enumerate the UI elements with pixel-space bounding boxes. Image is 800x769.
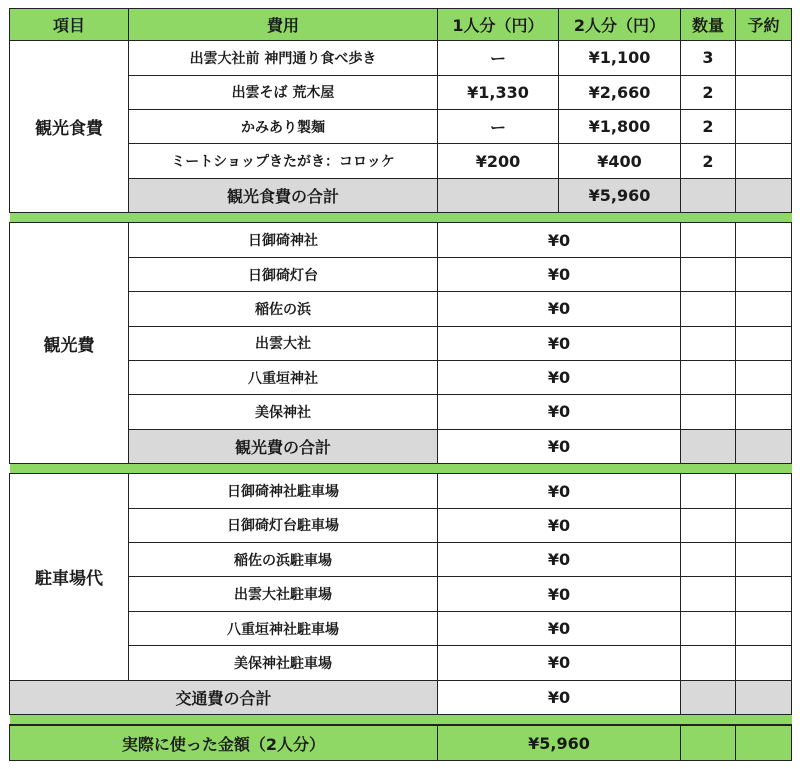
item-value: ¥0	[438, 577, 681, 611]
grand-total-label: 実際に使った金額（2人分）	[10, 725, 438, 760]
qty-cell	[681, 257, 736, 291]
reservation-cell	[736, 144, 792, 178]
item-value: ¥0	[438, 611, 681, 645]
subtotal-value: ¥0	[438, 429, 681, 463]
item-qty: 2	[681, 75, 736, 109]
subtotal-empty	[681, 429, 736, 463]
subtotal-empty	[438, 178, 559, 212]
qty-cell	[681, 223, 736, 257]
table-row	[10, 474, 792, 508]
item-value: ¥0	[438, 474, 681, 508]
item-name: 日御碕灯台駐車場	[129, 508, 438, 542]
category-parking: 駐車場代	[10, 474, 129, 680]
header-reservation: 予約	[736, 9, 792, 41]
item-per2: ¥2,660	[559, 75, 681, 109]
subtotal-label: 観光費の合計	[129, 429, 438, 463]
subtotal-label: 観光食費の合計	[129, 178, 438, 212]
qty-cell	[681, 646, 736, 680]
subtotal-label: 交通費の合計	[10, 680, 438, 714]
reservation-cell	[736, 395, 792, 429]
qty-cell	[681, 611, 736, 645]
section-divider	[10, 213, 792, 223]
header-quantity: 数量	[681, 9, 736, 41]
item-name: 美保神社駐車場	[129, 646, 438, 680]
item-per2: ¥1,100	[559, 41, 681, 75]
item-value: ¥0	[438, 360, 681, 394]
item-value: ¥0	[438, 543, 681, 577]
item-name: 八重垣神社	[129, 360, 438, 394]
reservation-cell	[736, 508, 792, 542]
item-name: 美保神社	[129, 395, 438, 429]
section-divider	[10, 464, 792, 474]
header-two-persons: 2人分（円）	[559, 9, 681, 41]
qty-cell	[681, 474, 736, 508]
item-qty: 2	[681, 144, 736, 178]
item-value: ¥0	[438, 395, 681, 429]
item-value: ¥0	[438, 257, 681, 291]
reservation-cell	[736, 292, 792, 326]
category-sightseeing: 観光費	[10, 223, 129, 464]
reservation-cell	[736, 257, 792, 291]
reservation-cell	[736, 474, 792, 508]
reservation-cell	[736, 41, 792, 75]
item-name: 出雲そば 荒木屋	[129, 75, 438, 109]
item-per2: ¥1,800	[559, 110, 681, 144]
budget-table	[9, 8, 792, 761]
item-name: 出雲大社前 神門通り食べ歩き	[129, 41, 438, 75]
reservation-cell	[736, 75, 792, 109]
item-value: ¥0	[438, 508, 681, 542]
reservation-cell	[736, 543, 792, 577]
item-per1: ¥1,330	[438, 75, 559, 109]
reservation-cell	[736, 326, 792, 360]
item-name: かみあり製麺	[129, 110, 438, 144]
grand-total-row	[10, 725, 792, 760]
item-name: 日御碕神社	[129, 223, 438, 257]
reservation-cell	[736, 577, 792, 611]
qty-cell	[681, 326, 736, 360]
qty-cell	[681, 543, 736, 577]
reservation-cell	[736, 611, 792, 645]
subtotal-empty	[681, 178, 736, 212]
item-name: 日御碕神社駐車場	[129, 474, 438, 508]
item-qty: 3	[681, 41, 736, 75]
item-name: 出雲大社	[129, 326, 438, 360]
grand-total-empty	[681, 725, 736, 760]
subtotal-empty	[681, 680, 736, 714]
item-value: ¥0	[438, 223, 681, 257]
grand-total-empty	[736, 725, 792, 760]
subtotal-row-transport	[10, 680, 792, 714]
reservation-cell	[736, 223, 792, 257]
grand-total-value: ¥5,960	[438, 725, 681, 760]
subtotal-empty	[736, 429, 792, 463]
subtotal-empty	[736, 178, 792, 212]
item-value: ¥0	[438, 646, 681, 680]
reservation-cell	[736, 110, 792, 144]
subtotal-value: ¥5,960	[559, 178, 681, 212]
reservation-cell	[736, 646, 792, 680]
qty-cell	[681, 577, 736, 611]
item-name: 稲佐の浜	[129, 292, 438, 326]
subtotal-empty	[736, 680, 792, 714]
item-value: ¥0	[438, 292, 681, 326]
item-per1: ¥200	[438, 144, 559, 178]
header-per-person: 1人分（円）	[438, 9, 559, 41]
item-name: 稲佐の浜駐車場	[129, 543, 438, 577]
item-per1: ー	[438, 110, 559, 144]
item-value: ¥0	[438, 326, 681, 360]
qty-cell	[681, 360, 736, 394]
item-name: ミートショップきたがき：コロッケ	[129, 144, 438, 178]
item-name: 八重垣神社駐車場	[129, 611, 438, 645]
qty-cell	[681, 395, 736, 429]
item-name: 日御碕灯台	[129, 257, 438, 291]
section-divider	[10, 714, 792, 725]
header-category: 項目	[10, 9, 129, 41]
qty-cell	[681, 292, 736, 326]
table-row	[10, 223, 792, 257]
header-cost: 費用	[129, 9, 438, 41]
item-qty: 2	[681, 110, 736, 144]
category-food: 観光食費	[10, 41, 129, 213]
item-name: 出雲大社駐車場	[129, 577, 438, 611]
reservation-cell	[736, 360, 792, 394]
header-row	[10, 9, 792, 41]
item-per1: ー	[438, 41, 559, 75]
subtotal-value: ¥0	[438, 680, 681, 714]
table-row	[10, 41, 792, 75]
item-per2: ¥400	[559, 144, 681, 178]
qty-cell	[681, 508, 736, 542]
